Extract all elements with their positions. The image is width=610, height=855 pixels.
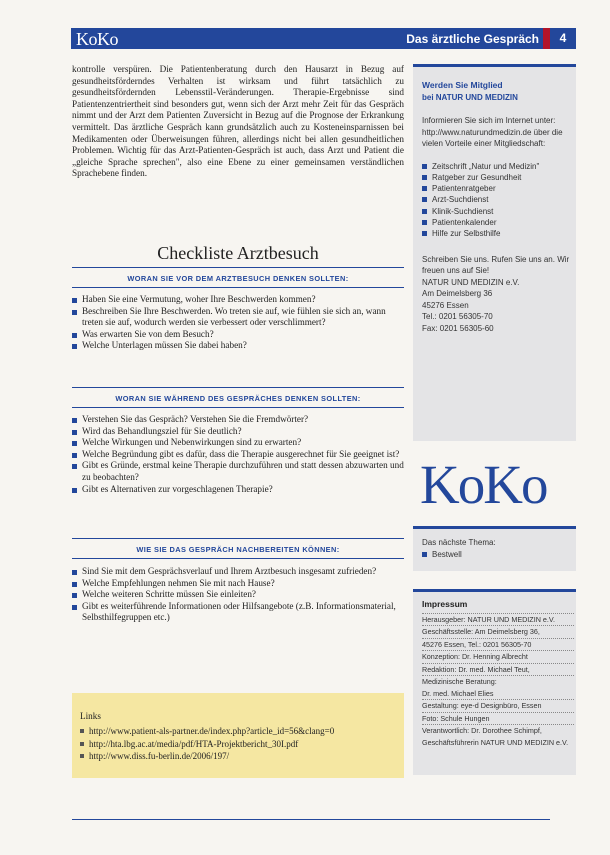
header-logo: KoKo bbox=[76, 29, 118, 49]
list-item: Welche Unterlagen müssen Sie dabei haben? bbox=[72, 340, 404, 352]
bullet-icon bbox=[422, 186, 427, 191]
imprint-line: Redaktion: Dr. med. Michael Teut, bbox=[422, 663, 574, 676]
bullet-icon bbox=[80, 754, 84, 758]
next-topic bbox=[422, 537, 574, 560]
bullet-icon bbox=[422, 175, 427, 180]
bullet-icon bbox=[422, 209, 427, 214]
list-item: Beschreiben Sie Ihre Beschwerden. Wo treten sie auf, wie fühlen sie sich an, wann treten sie auf, wodurch werden sie verbessert oder verschlimmert? bbox=[72, 306, 404, 329]
section-rule bbox=[72, 538, 404, 539]
checklist-after bbox=[72, 566, 404, 624]
section-rule bbox=[72, 407, 404, 408]
list-item: Klinik-Suchdienst bbox=[422, 206, 574, 217]
member-text: Informieren Sie sich im Internet unter: http://www.naturundmedizin.de über die vielen Vorteile einer Mitgliedschaft: bbox=[422, 116, 563, 148]
list-item: Patientenkalender bbox=[422, 217, 574, 228]
section-heading-during: WORAN SIE WÄHREND DES GESPRÄCHES DENKEN SOLLTEN: bbox=[115, 394, 361, 403]
list-item: Sind Sie mit dem Gesprächsverlauf und Ihrem Arztbesuch insgesamt zufrieden? bbox=[72, 566, 404, 578]
bullet-icon bbox=[72, 605, 77, 610]
list-item: Verstehen Sie das Gespräch? Verstehen Sie die Fremdwörter? bbox=[72, 414, 404, 426]
bullet-icon bbox=[72, 453, 77, 458]
bullet-icon bbox=[422, 197, 427, 202]
bullet-icon bbox=[80, 729, 84, 733]
contact-intro: Schreiben Sie uns. Rufen Sie uns an. Wir freuen uns auf Sie! bbox=[422, 254, 570, 276]
list-item: Welche Begründung gibt es dafür, dass die Therapie ausgerechnet für Sie geeignet ist? bbox=[72, 449, 404, 461]
bottom-rule bbox=[72, 819, 550, 820]
imprint-line: Verantwortlich: Dr. Dorothee Schimpf, bbox=[422, 724, 574, 737]
bullet-icon bbox=[72, 418, 77, 423]
links-list bbox=[80, 725, 400, 763]
member-heading: Werden Sie Mitglied bbox=[422, 80, 503, 90]
section-rule bbox=[72, 267, 404, 268]
bullet-icon bbox=[72, 333, 77, 338]
list-item: Welche Empfehlungen nehmen Sie mit nach Hause? bbox=[72, 578, 404, 590]
imprint-line: Geschäftsstelle: Am Deimelsberg 36, bbox=[422, 625, 574, 638]
list-item: Ratgeber zur Gesundheit bbox=[422, 172, 574, 183]
link-item[interactable]: http://hta.lbg.ac.at/media/pdf/HTA-Projektbericht_30I.pdf bbox=[80, 738, 400, 751]
imprint-heading: Impressum bbox=[422, 599, 468, 609]
imprint bbox=[422, 599, 574, 748]
imprint-line: Medizinische Beratung: bbox=[422, 675, 574, 688]
sidebar-member-content bbox=[422, 80, 574, 334]
bullet-icon bbox=[72, 488, 77, 493]
list-item: Arzt-Suchdienst bbox=[422, 194, 574, 205]
contact-street: Am Deimelsberg 36 bbox=[422, 289, 493, 299]
list-item: Gibt es Alternativen zur vorgeschlagenen Therapie? bbox=[72, 484, 404, 496]
list-item: Patientenratgeber bbox=[422, 183, 574, 194]
bullet-icon bbox=[80, 742, 84, 746]
bullet-icon bbox=[72, 430, 77, 435]
links-heading: Links bbox=[80, 711, 101, 721]
imprint-line: Geschäftsführerin NATUR UND MEDIZIN e.V. bbox=[422, 737, 569, 747]
next-topic-heading: Das nächste Thema: bbox=[422, 538, 496, 547]
koko-logo: KoKo bbox=[420, 454, 547, 515]
bullet-icon bbox=[72, 298, 77, 303]
section-rule bbox=[72, 287, 404, 288]
imprint-line: Konzeption: Dr. Henning Albrecht bbox=[422, 650, 574, 663]
section-heading-before: WORAN SIE VOR DEM ARZTBESUCH DENKEN SOLLTEN: bbox=[127, 274, 349, 283]
section-heading-after: WIE SIE DAS GESPRÄCH NACHBEREITEN KÖNNEN: bbox=[136, 545, 340, 554]
bullet-icon bbox=[72, 310, 77, 315]
checklist-during bbox=[72, 414, 404, 495]
main-column bbox=[72, 64, 404, 180]
checklist-before bbox=[72, 294, 404, 352]
bullet-icon bbox=[72, 570, 77, 575]
page-number: 4 bbox=[550, 28, 576, 49]
bullet-icon bbox=[422, 231, 427, 236]
header-band-left bbox=[71, 28, 406, 49]
list-item: Welche weiteren Schritte müssen Sie einleiten? bbox=[72, 589, 404, 601]
section-rule bbox=[72, 558, 404, 559]
list-item: Zeitschrift „Natur und Medizin" bbox=[422, 161, 574, 172]
member-benefits-list bbox=[422, 161, 574, 240]
next-topic-list bbox=[422, 549, 574, 560]
header-accent bbox=[543, 28, 550, 49]
list-item: Gibt es weiterführende Informationen oder Hilfsangebote (z.B. Informationsmaterial, Selbsthilfegruppen etc.) bbox=[72, 601, 404, 624]
bullet-icon bbox=[422, 552, 427, 557]
list-item: Bestwell bbox=[422, 549, 574, 560]
link-item[interactable]: http://www.patient-als-partner.de/index.php?article_id=56&clang=0 bbox=[80, 725, 400, 738]
list-item: Welche Wirkungen und Nebenwirkungen sind zu erwarten? bbox=[72, 437, 404, 449]
bullet-icon bbox=[422, 220, 427, 225]
list-item: Wird das Behandlungsziel für Sie deutlich? bbox=[72, 426, 404, 438]
bullet-icon bbox=[422, 164, 427, 169]
intro-paragraph: kontrolle verspüren. Die Patientenberatung durch den Hausarzt in Bezug auf gesundheitsförderndes Verhalten ist wirksam und führt tatsächlich zu gesundheitsfördernden Lebensstil-Veränderungen. Therapie-Ergebnisse sind Patientenzentriertheit sind besonders gut, wenn sich der Arzt mehr Zeit für das Gespräch nimmt und der Arzt dem Patienten Zuversicht in Bezug auf die Prognose der Erkrankung vermittelt. Das ärztliche Gespräch kann grundsätzlich auch zu Kosteneinsparnissen bei Medikamenten oder Überweisungen führen, allerdings nicht bei allen gesundheitlichen Problemen. Wichtig für das Arzt-Patienten-Gespräch ist auch, dass Arzt und Patient die „gleiche Sprache sprechen", also eine Ebene zu einer gemeinsamen verständlichen Sprachebene finden. bbox=[72, 64, 404, 179]
imprint-line: Herausgeber: NATUR UND MEDIZIN e.V. bbox=[422, 613, 574, 626]
imprint-line: Foto: Schule Hungen bbox=[422, 712, 574, 725]
bullet-icon bbox=[72, 344, 77, 349]
link-item[interactable]: http://www.diss.fu-berlin.de/2006/197/ bbox=[80, 750, 400, 763]
checklist-title: Checkliste Arztbesuch bbox=[157, 243, 319, 263]
imprint-line: 45276 Essen, Tel.: 0201 56305-70 bbox=[422, 638, 574, 651]
list-item: Was erwarten Sie von dem Besuch? bbox=[72, 329, 404, 341]
contact-tel: Tel.: 0201 56305-70 bbox=[422, 312, 493, 322]
imprint-line: Dr. med. Michael Elies bbox=[422, 688, 494, 698]
bullet-icon bbox=[72, 441, 77, 446]
bullet-icon bbox=[72, 582, 77, 587]
header-title: Das ärztliche Gespräch bbox=[406, 32, 539, 46]
imprint-line: Gestaltung: eye-d Designbüro, Essen bbox=[422, 699, 574, 712]
section-rule bbox=[72, 387, 404, 388]
list-item: Hilfe zur Selbsthilfe bbox=[422, 228, 574, 239]
bullet-icon bbox=[72, 593, 77, 598]
contact-city: 45276 Essen bbox=[422, 300, 469, 310]
bullet-icon bbox=[72, 464, 77, 469]
member-subheading: bei NATUR UND MEDIZIN bbox=[422, 92, 518, 102]
list-item: Gibt es Gründe, erstmal keine Therapie durchzuführen und statt dessen abzuwarten und zu beobachten? bbox=[72, 460, 404, 483]
contact-org: NATUR UND MEDIZIN e.V. bbox=[422, 277, 520, 287]
contact-fax: Fax: 0201 56305-60 bbox=[422, 323, 494, 333]
list-item: Haben Sie eine Vermutung, woher Ihre Beschwerden kommen? bbox=[72, 294, 404, 306]
